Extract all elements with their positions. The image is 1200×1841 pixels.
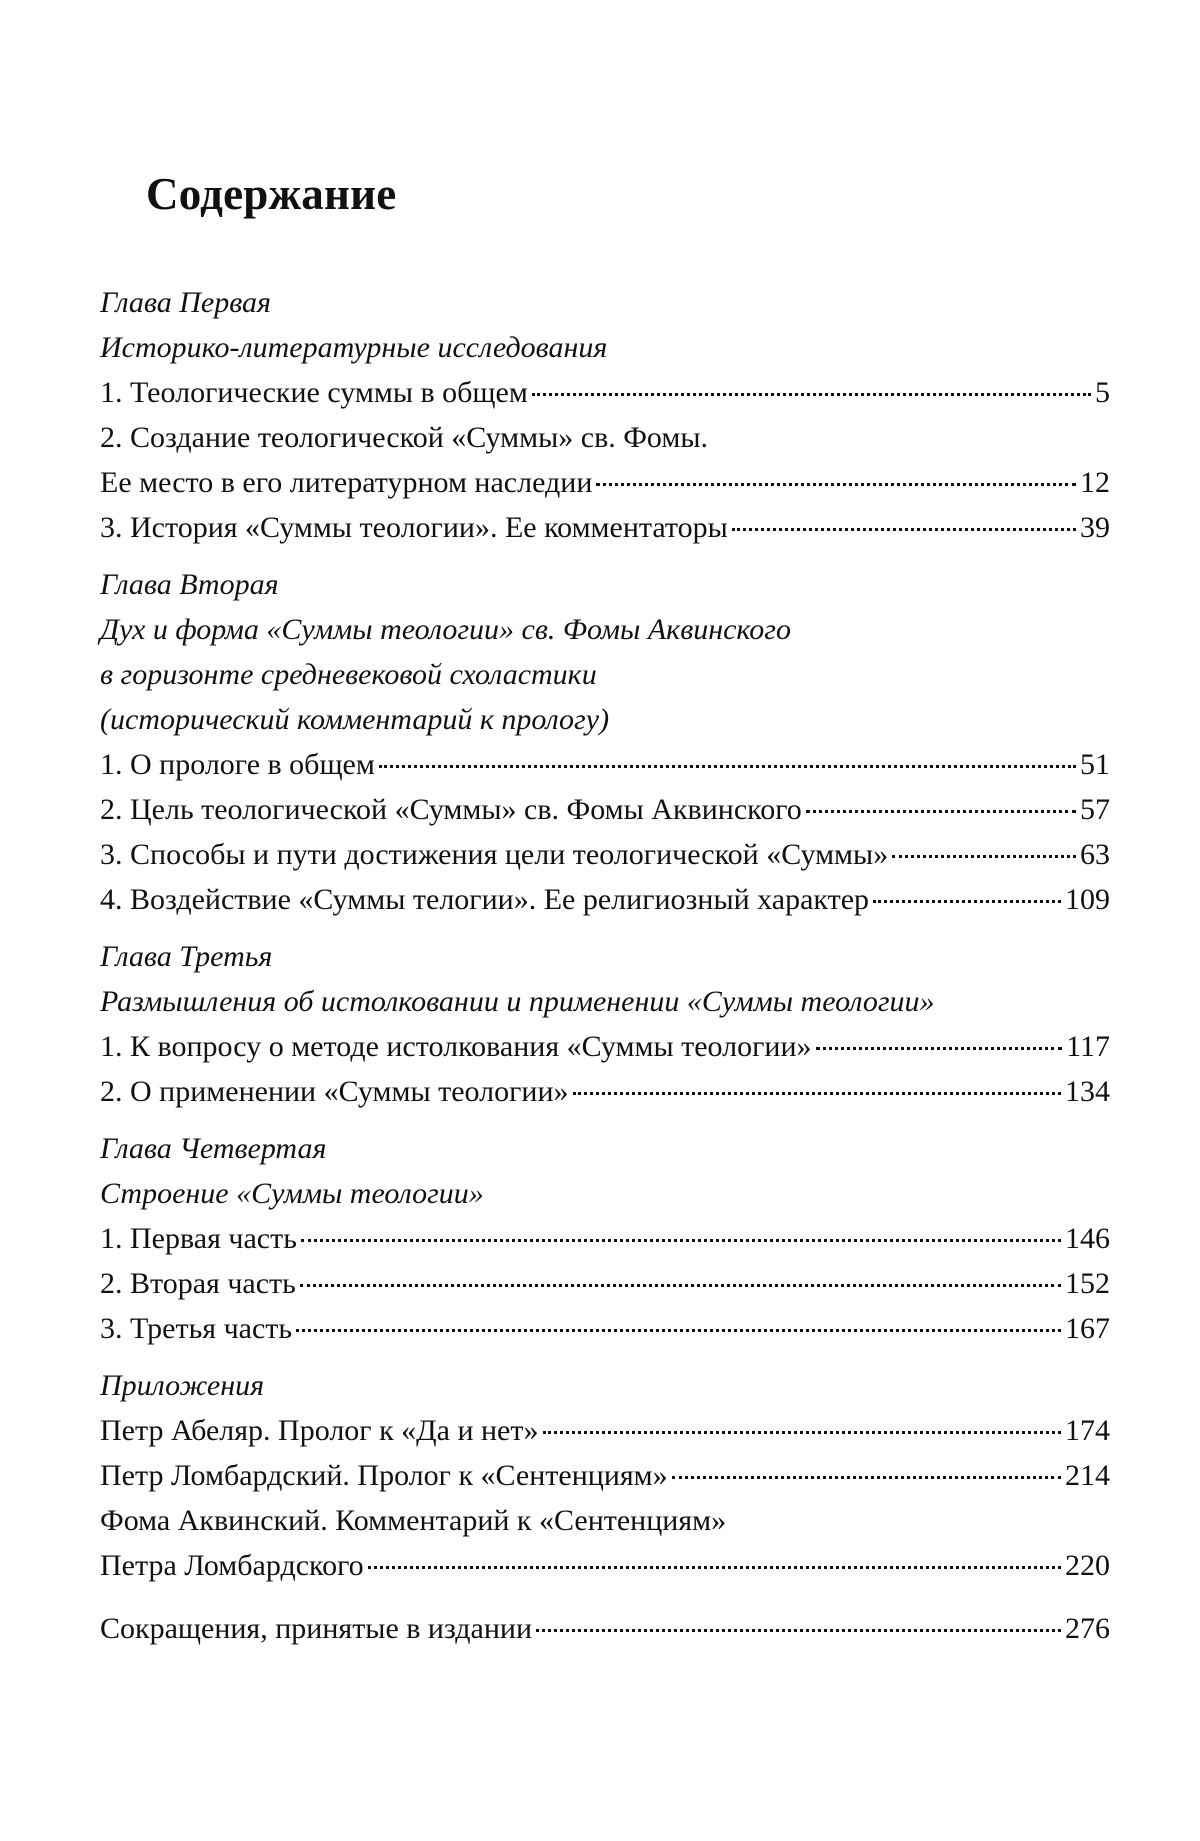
chapter-label: Приложения [100, 1369, 265, 1402]
dot-leader [596, 479, 1076, 486]
toc-entry-page: 109 [1065, 883, 1110, 916]
toc-entry-label: 1. Первая часть [100, 1222, 297, 1255]
toc-entry[interactable] [100, 370, 1110, 415]
toc-entry[interactable] [100, 1024, 1110, 1069]
dot-leader [296, 1325, 1061, 1332]
toc-entry[interactable] [100, 1408, 1110, 1453]
toc-entry-label: 2. Цель теологической «Суммы» св. Фомы Аквинского [100, 793, 802, 826]
dot-leader [806, 806, 1076, 813]
toc-entry-page: 134 [1065, 1075, 1110, 1108]
toc-entry-page: 146 [1065, 1222, 1110, 1255]
dot-leader [300, 1280, 1061, 1287]
toc-entry-line[interactable]: Фома Аквинский. Комментарий к «Сентенциям» [100, 1504, 727, 1537]
toc-entry[interactable] [100, 742, 1110, 787]
dot-leader [379, 761, 1076, 768]
chapter-title: Историко-литературные исследования [100, 331, 608, 364]
toc-entry[interactable] [100, 787, 1110, 832]
toc-entry[interactable] [100, 1216, 1110, 1261]
chapter-title: Строение «Суммы теологии» [100, 1177, 484, 1210]
dot-leader [873, 896, 1061, 903]
chapter-label: Глава Первая [100, 286, 271, 319]
toc-entry-page: 63 [1080, 838, 1110, 871]
toc-entry-page: 174 [1065, 1414, 1110, 1447]
toc-entry-page: 5 [1095, 376, 1110, 409]
toc-entry-label: 1. Теологические суммы в общем [100, 376, 528, 409]
toc-entry-label: 3. Третья часть [100, 1312, 293, 1345]
toc-entry-page: 39 [1080, 511, 1110, 544]
dot-leader [532, 389, 1091, 396]
toc-entry-page: 117 [1066, 1030, 1110, 1063]
dot-leader [892, 851, 1076, 858]
toc-entry-label: Ее место в его литературном наследии [100, 466, 593, 499]
toc-entry-label: 4. Воздействие «Суммы телогии». Ее религиозный характер [100, 883, 870, 916]
chapter-title: Размышления об истолковании и применении «Суммы теологии» [100, 985, 935, 1018]
toc-entry[interactable] [100, 1069, 1110, 1114]
toc-entry[interactable] [100, 1261, 1110, 1306]
toc-entry-label: 1. О прологе в общем [100, 748, 375, 781]
toc-entry-label: 3. Способы и пути достижения цели теологической «Суммы» [100, 838, 889, 871]
toc-entry-page: 220 [1065, 1549, 1110, 1582]
dot-leader [816, 1043, 1063, 1050]
toc-entry-page: 276 [1065, 1612, 1110, 1645]
toc-entry[interactable] [100, 1453, 1110, 1498]
table-of-contents [100, 280, 1110, 1651]
toc-entry[interactable] [100, 877, 1110, 922]
dot-leader [672, 1472, 1061, 1479]
dot-leader [543, 1427, 1062, 1434]
dot-leader [573, 1088, 1061, 1095]
chapter-label: Глава Вторая [100, 568, 279, 601]
toc-entry-label: Сокращения, принятые в издании [100, 1612, 533, 1645]
chapter-label: Глава Четвертая [100, 1132, 327, 1165]
chapter-title: (исторический комментарий к прологу) [100, 703, 610, 736]
toc-entry[interactable] [100, 460, 1110, 505]
toc-entry-page: 57 [1080, 793, 1110, 826]
toc-entry-page: 167 [1065, 1312, 1110, 1345]
toc-entry-page: 12 [1080, 466, 1110, 499]
toc-entry-label: 3. История «Суммы теологии». Ее комментаторы [100, 511, 728, 544]
toc-entry-label: 2. Вторая часть [100, 1267, 296, 1300]
toc-entry-page: 51 [1080, 748, 1110, 781]
dot-leader [368, 1562, 1061, 1569]
toc-entry[interactable] [100, 505, 1110, 550]
toc-entry-label: Петр Абеляр. Пролог к «Да и нет» [100, 1414, 539, 1447]
dot-leader [536, 1625, 1061, 1632]
chapter-title: Дух и форма «Суммы теологии» св. Фомы Аквинского [100, 613, 792, 646]
toc-entry-label: Петра Ломбардского [100, 1549, 364, 1582]
toc-entry[interactable] [100, 1543, 1110, 1588]
chapter-label: Глава Третья [100, 940, 273, 973]
toc-entry[interactable] [100, 1306, 1110, 1351]
toc-entry-page: 214 [1065, 1459, 1110, 1492]
chapter-title: в горизонте средневековой схоластики [100, 658, 597, 691]
toc-entry[interactable] [100, 1606, 1110, 1651]
toc-entry-page: 152 [1065, 1267, 1110, 1300]
toc-entry-line[interactable]: 2. Создание теологической «Суммы» св. Фомы. [100, 421, 708, 454]
dot-leader [301, 1235, 1061, 1242]
toc-entry-label: Петр Ломбардский. Пролог к «Сентенциям» [100, 1459, 668, 1492]
dot-leader [732, 524, 1076, 531]
toc-entry-label: 1. К вопросу о методе истолкования «Суммы теологии» [100, 1030, 812, 1063]
toc-entry[interactable] [100, 832, 1110, 877]
page-title: Содержание [146, 169, 397, 219]
toc-entry-label: 2. О применении «Суммы теологии» [100, 1075, 569, 1108]
